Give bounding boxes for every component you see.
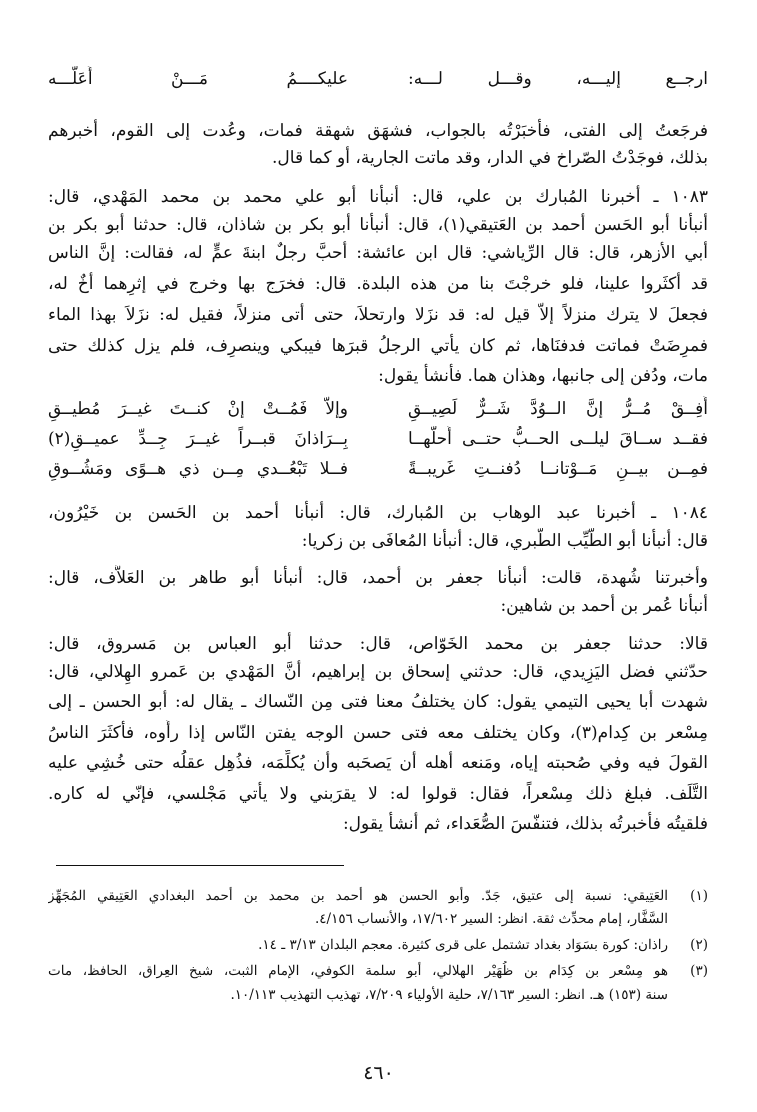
text-line: التَّلَف. فبلغ ذلك مِسْعراً، فقال: قولوا له: لا يقرَبني ولا يأتي مَجْلسي، فإنّي له كاره. [48, 784, 708, 804]
footnote-number: (٢) [690, 937, 708, 953]
footnote-text: هو مِسْعر بن كِدَام بن ظُهَيْر الهلالي، أبو سلمة الكوفي، الإمام الثبت، شيخ العِراق، الحافظ، مات [48, 963, 668, 979]
verse-hemistich-right: فقــد ســاقَ ليلــى الحــبُّ حتــى أَحلَّهــا [408, 429, 708, 449]
text-line: مات، ودُفن إلى جانبها، وهذان هما. فأنشأ يقول: [378, 366, 708, 386]
verse-line [48, 456, 708, 482]
top-verse [48, 66, 708, 92]
footnote-2 [48, 935, 708, 955]
text-line: فجعلَ لا يترك منزلاً إلاّ قيل له: قد نزَلا وارتحلاَ، حتى أتى منزلاً، فقيل له: نزَلاَ بهذا الماء [48, 305, 708, 325]
footnote-1 [48, 886, 708, 906]
footnote-3 [48, 961, 708, 981]
text-line: مِسْعر بن كِدام(٣)، وكان يختلف معه فتى حسن الوجه يفتن النّاس إذا رأَوه، فأكثَرَ الناسُ [48, 723, 708, 743]
text-line: فمرِضَتْ فماتت فدفنَاها، ثم كان يأتي الرجلُ قبرَها فيبكي وينصرِف، فلم يزل كذلك حتى [48, 336, 708, 356]
footnote-3-cont [48, 985, 708, 1005]
text-line: وأخبرتنا شُهدة، قالت: أنبأنا جعفر بن أحمد، قال: أنبأنا أبو طاهر بن العَلاَّف، قال: [48, 568, 708, 588]
footnote-text: العَتِيقي: نسبة إلى عتيق، جَدّ. وأبو الحسن هو أحمد بن محمد بن أحمد البغدادي العَتِيقي المُجَهِّز [48, 888, 668, 904]
text-line: أنبأنا أبو الحَسن أحمد بن العَتيقي(١)، قال: أنبأنا أبو بكر بن شاذان، قال: حدثنا أبو بكر بن [48, 215, 708, 235]
verse-line [48, 396, 708, 422]
text-line: القولَ فيه وفي صُحبته إياه، ومَنعه أهله أن يَصحَبه وأن يُكلِّمَه، فذُهِل عقلُه حتى خُشِي عليه [48, 753, 708, 773]
verse-hemistich-right: أَفِــقْ مُــرُّ إنَّ الــوُدَّ شَــرٌّ لَصِيــقِ [408, 399, 708, 419]
verse-hemistich-left: بِــرَاذانَ قبــراً غيــرَ جِــدِّ عميــقِ(٢) [48, 429, 348, 449]
footnote-number: (٣) [690, 963, 708, 979]
text-line: ١٠٨٤ ـ أخبرنا عبد الوهاب بن المُبارك، قال: أنبأنا أحمد بن الحَسن بن خَيْرُون، [48, 503, 708, 523]
text-line: ١٠٨٣ ـ أخبرنا المُبارك بن علي، قال: أنبأنا أبو علي محمد بن محمد المَهْدي، قال: [48, 187, 708, 207]
footnote-text: راذان: كورة بسَوَاد بغداد تشتمل على قرى كثيرة. معجم البلدان ٣/١٣ ـ ١٤. [258, 937, 668, 953]
verse-hemistich-right: ارجــع إليـــه، وقـــل لـــه: [408, 69, 708, 89]
text-line: قال: أنبأنا أبو الطَّيِّب الطَّبري، قال: أنبأنا المُعافَى بن زكريا: [301, 531, 708, 551]
text-line: قالا: حدثنا جعفر بن محمد الخَوّاص، قال: حدثنا أبو العباس بن مَسروق، قال: [48, 634, 708, 654]
text-line: شهدت أبا يحيى التيمي يقول: كان يختلفُ معنا فتى مِن النّساك ـ يقال له: أبو الحسن ـ إلى [48, 692, 708, 712]
text-line: حدّثني فضل اليَزِيدي، قال: حدثني إسحاق بن إبراهيم، أنَّ المَهْدي بن عَمرو الهِلالي، قال: [48, 662, 708, 682]
verse-hemistich-right: فمِــن بيــنِ مَــوْتانــا دُفنــتِ غَريبــةً [408, 459, 708, 479]
verse-hemistich-left: عليكــــمُ مَـــنْ أَعَلّـــه [48, 69, 348, 89]
footnote-separator [56, 865, 344, 866]
footnote-1-cont [48, 909, 708, 929]
text-line: بذلك، فوجَدْتُ الصّراخ في الدار، وقد ماتت الجارية، أو كما قال. [272, 148, 708, 168]
text-line: أنبأنا عُمر بن أحمد بن شاهين: [500, 596, 708, 616]
text-line: فرجَعتُ إلى الفتى، فأخبَرْتُه بالجواب، فشهَق شهقة فمات، وعُدت إلى القوم، أخبرهم [48, 121, 708, 141]
footnote-number: (١) [690, 888, 708, 904]
footnote-text: سنة (١٥٣) هـ. انظر: السير ٧/١٦٣، حلية الأولياء ٧/٢٠٩، تهذيب التهذيب ١٠/١١٣. [230, 987, 668, 1003]
text-line: قد أكثَروا علينا، فلو خرجْتَ بنا من هذه البلدة. قال: فخرَج بها وخرج في إثرِهما أخٌ له، [48, 274, 708, 294]
text-line: أبي الأزهر، قال: قال الرِّياشي: قال ابن عائشة: أحبَّ رجلٌ ابنةَ عمٍّ له، فقالت: إنَّ الناس [48, 243, 708, 263]
verse-hemistich-left: وإلاّ فَمُــتْ إنْ كنــتَ غيــرَ مُطيــقِ [48, 399, 348, 419]
page-number: ٤٦٠ [363, 1062, 394, 1084]
verse-hemistich-left: فــلا تَبْعُــدي مِــن ذي هــوًى ومَشُــوقِ [48, 459, 348, 479]
verse-line [48, 426, 708, 452]
footnote-text: السَّفَّار، إمام محدِّث ثقة. انظر: السير ١٧/٦٠٢، والأنساب ٤/١٥٦. [314, 911, 668, 927]
text-line: فلقيتُه فأخبرتُه بذلك، فتنفّسَ الصُّعَداء، ثم أنشأ يقول: [342, 814, 708, 834]
